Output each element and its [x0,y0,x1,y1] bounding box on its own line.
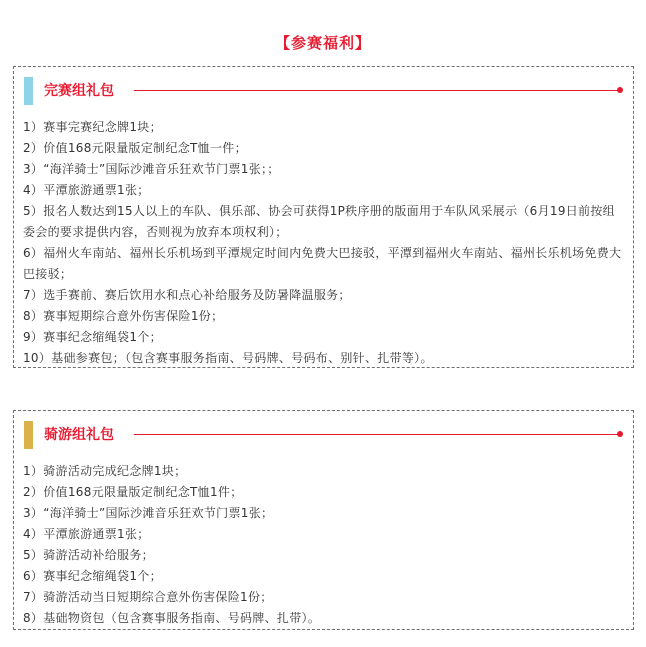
section-header [24,77,624,105]
list-item: 6）福州火车南站、福州长乐机场到平潭规定时间内免费大巴接驳，平潭到福州火车南站、福州长乐机场免费大巴接驳； [23,246,622,281]
list-item: 2）价值168元限量版定制纪念T恤1件； [23,485,243,499]
list-item: 3）“海洋骑士”国际沙滩音乐狂欢节门票1张； [23,506,274,520]
list-item: 1）骑游活动完成纪念牌1块； [23,464,187,478]
list-item: 10）基础参赛包；（包含赛事服务指南、号码牌、号码布、别针、扎带等）。 [23,351,433,365]
list-item: 4）平潭旅游通票1张； [23,183,150,197]
list-item: 4）平潭旅游通票1张； [23,527,150,541]
page-title: 【参赛福利】 [274,34,371,52]
header-divider-line [134,90,618,91]
header-divider-dot [617,87,623,93]
benefit-list [23,461,625,629]
section-title: 完赛组礼包 [44,83,114,99]
list-item: 5）报名人数达到15人以上的车队、俱乐部、协会可获得1P秩序册的版面用于车队风采展示（6月19日前按组委会的要求提供内容，否则视为放弃本项权利）； [23,204,615,239]
list-item: 3）“海洋骑士”国际沙滩音乐狂欢节门票1张；； [23,162,280,176]
list-item: 6）赛事纪念缩绳袋1个； [23,569,162,583]
list-item: 1）赛事完赛纪念牌1块； [23,120,162,134]
list-item: 8）基础物资包（包含赛事服务指南、号码牌、扎带）。 [23,611,321,625]
list-item: 8）赛事短期综合意外伤害保险1份； [23,309,224,323]
list-item: 5）骑游活动补给服务； [23,548,154,562]
accent-bar [24,421,33,449]
list-item: 2）价值168元限量版定制纪念T恤一件； [23,141,247,155]
list-item: 7）骑游活动当日短期综合意外伤害保险1份； [23,590,273,604]
header-divider-dot [617,431,623,437]
list-item: 9）赛事纪念缩绳袋1个； [23,330,162,344]
section-title: 骑游组礼包 [44,427,114,443]
benefit-list [23,117,625,369]
cycling-tour-package-section [13,410,634,630]
finisher-package-section [13,66,634,368]
accent-bar [24,77,33,105]
header-divider-line [134,434,618,435]
list-item: 7）选手赛前、赛后饮用水和点心补给服务及防暑降温服务； [23,288,351,302]
section-header [24,421,624,449]
